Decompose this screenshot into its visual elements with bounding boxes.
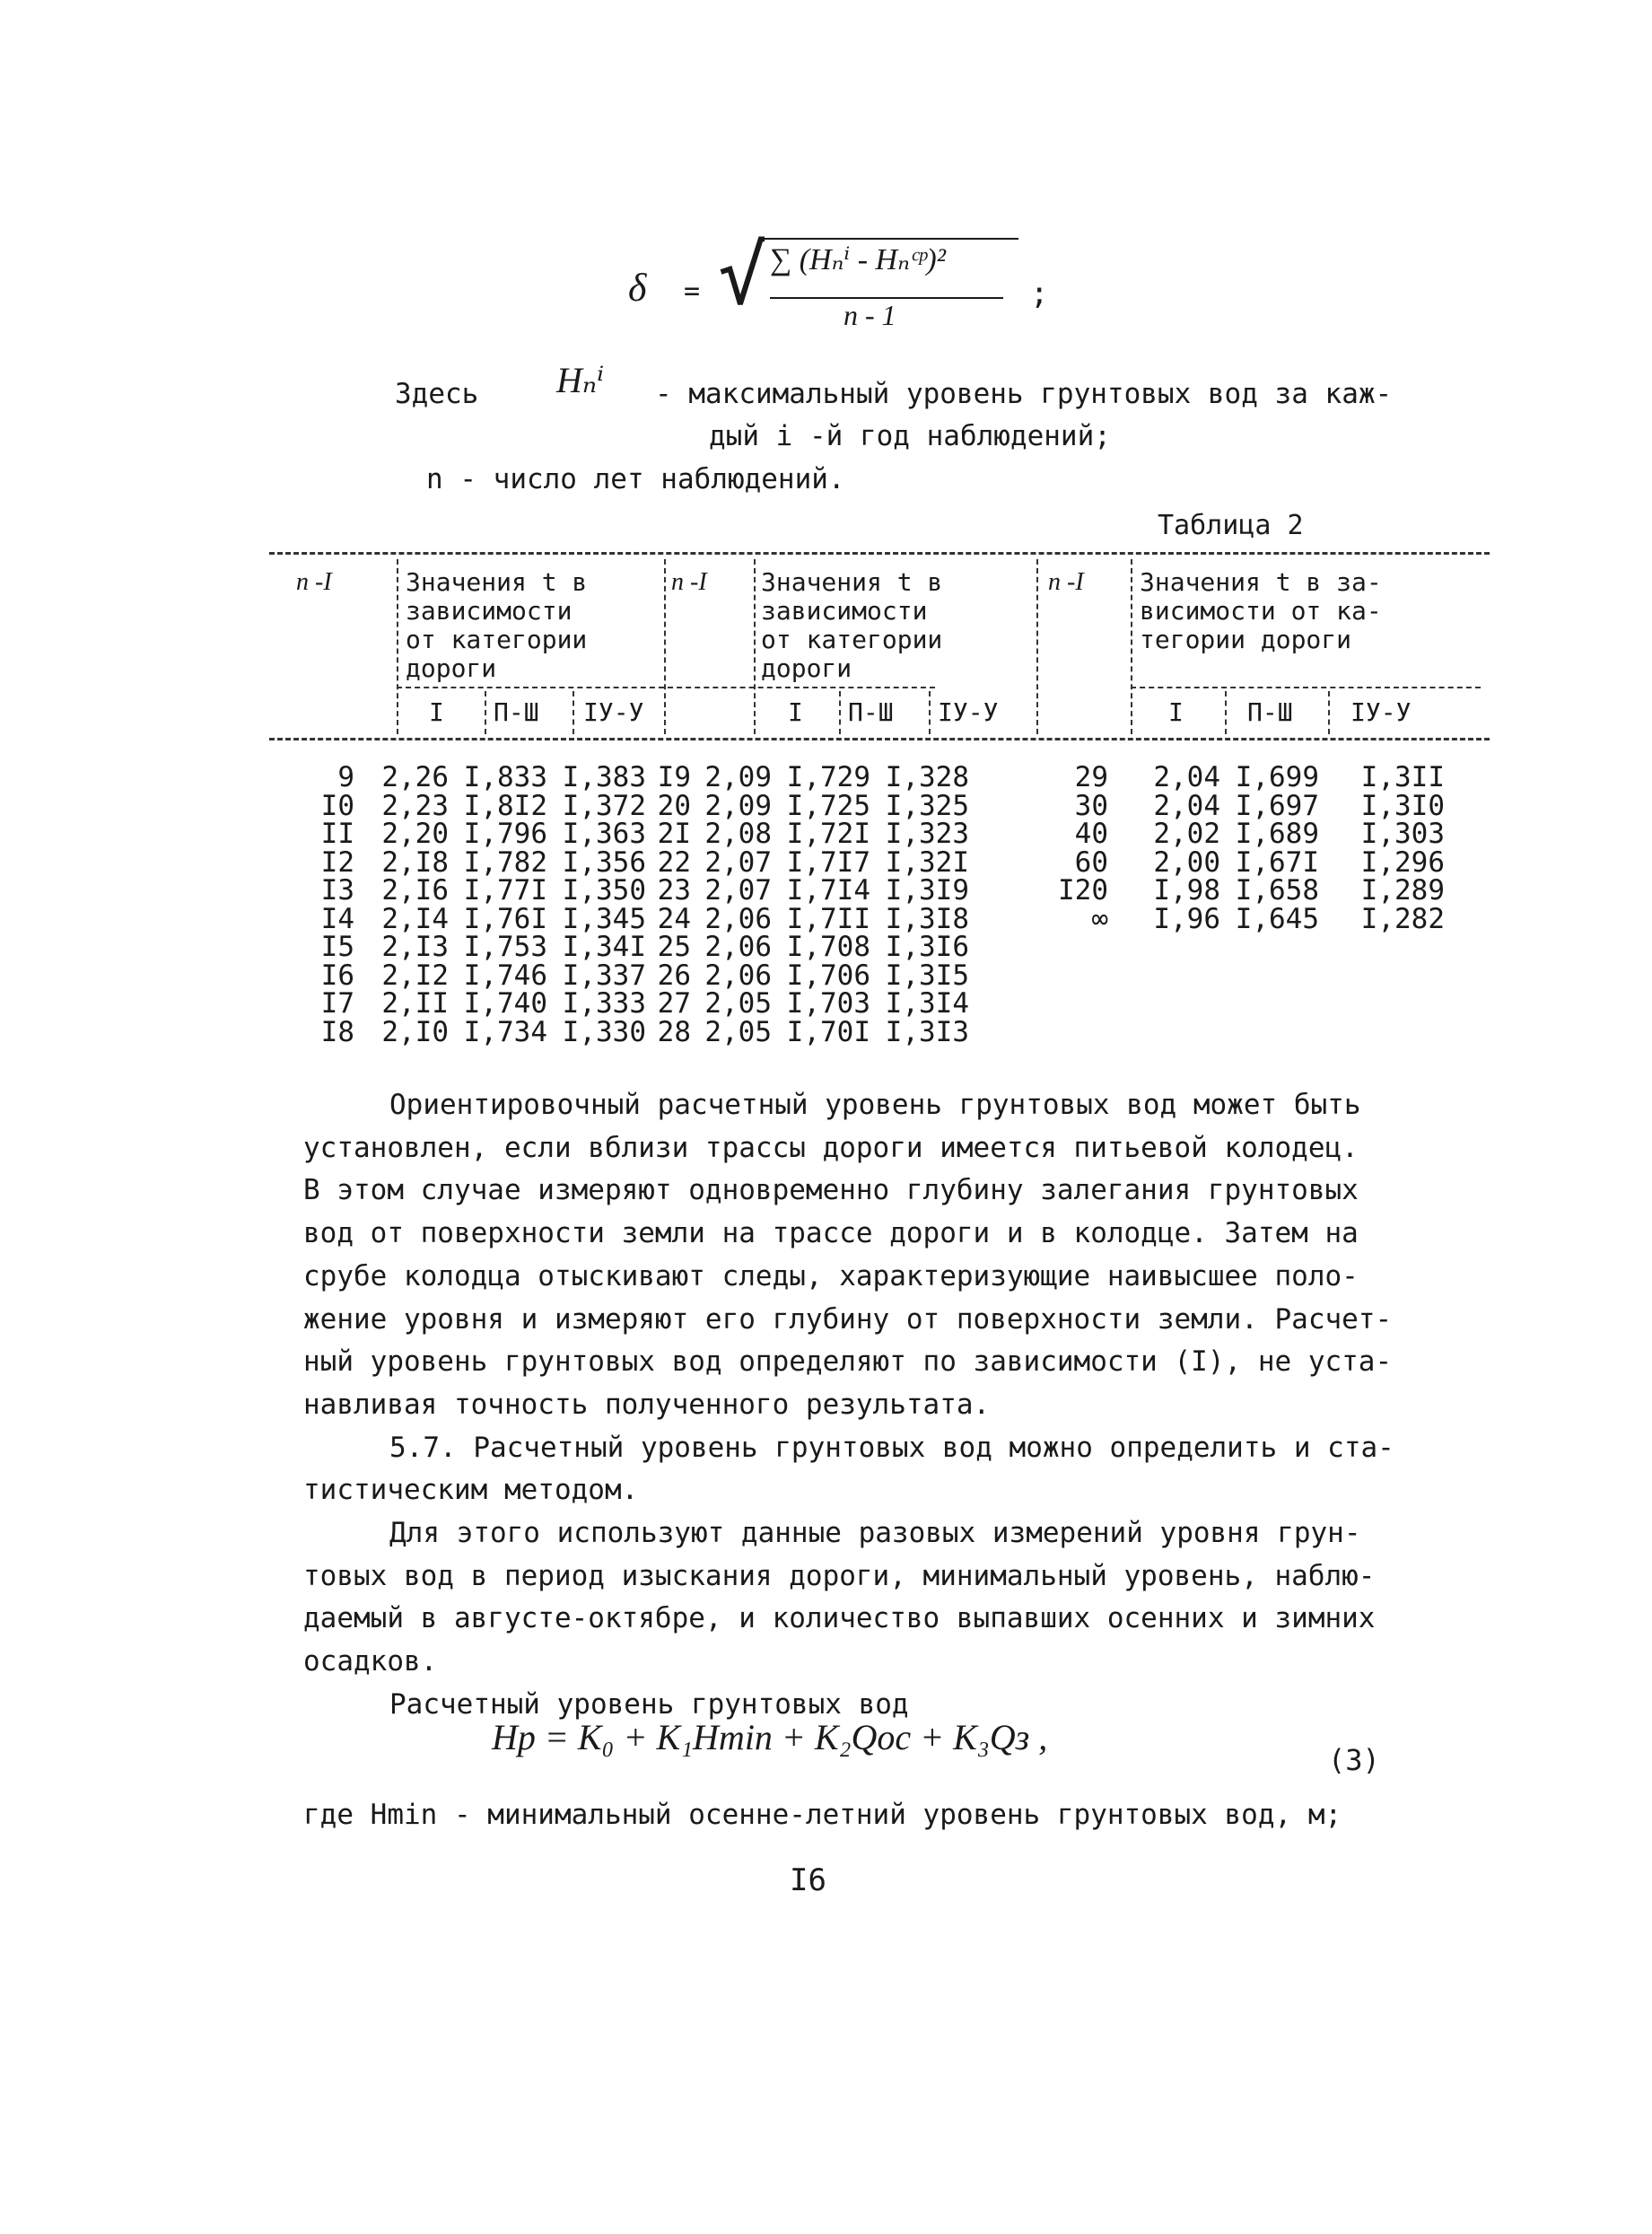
body-line: жение уровня и измеряют его глубину от поверхности земли. Расчет- — [303, 1302, 1393, 1336]
subheader-cat1-1: I — [429, 697, 444, 727]
b3-cat2-col: I,699 I,697 I,689 I,67I I,658 I,645 — [1235, 761, 1319, 935]
subheader-cat1-3: I — [1168, 697, 1184, 727]
table-vline — [1225, 691, 1227, 734]
b3-n-col: 29 30 40 60 I20 ∞ — [1058, 761, 1108, 935]
b2-cat3-col: I,328 I,325 I,323 I,32I I,3I9 I,3I8 I,3I6 I,3I5 I,3I4 I,3I3 — [885, 761, 969, 1048]
body-line: вод от поверхности земли на трассе дороги и в колодце. Затем на — [303, 1217, 1359, 1250]
body-line: товых вод в период изыскания дороги, минимальный уровень, наблю- — [303, 1559, 1376, 1592]
subheader-cat2-1: П-Ш — [494, 697, 539, 727]
table-top-rule — [269, 552, 1490, 555]
b1-cat1-col: 2,26 2,23 2,20 2,I8 2,I6 2,I4 2,I3 2,I2 2,II 2,I0 — [381, 761, 449, 1048]
body-line: ный уровень грунтовых вод определяют по зависимости (I), не уста- — [303, 1345, 1393, 1379]
body-line: даемый в августе-октябре, и количество выпавших осенних и зимних — [303, 1602, 1376, 1635]
formula-3: Hp = K₀ + K₁Hmin + K₂Qос + K₃Qз , — [492, 1717, 1048, 1757]
page-number: I6 — [790, 1862, 826, 1898]
table-vline — [485, 691, 486, 734]
b3-cat1-col: 2,04 2,04 2,02 2,00 I,98 I,96 — [1153, 761, 1220, 935]
table-vline — [1131, 559, 1132, 734]
sqrt-bar — [763, 238, 1018, 240]
where-line: где Hmin - минимальный осенне-летний уровень грунтовых вод, м; — [303, 1799, 1342, 1831]
subheader-cat3-1: IУ-У — [583, 697, 644, 727]
body-line: Ориентировочный расчетный уровень грунтовых вод может быть — [389, 1089, 1361, 1121]
body-line: установлен, если вблизи трассы дороги имеется питьевой колодец. — [303, 1131, 1359, 1164]
formula-denominator: n - 1 — [843, 299, 896, 331]
table-vline — [1036, 559, 1038, 734]
formula-sigma — [628, 229, 1059, 346]
formula-3-number: (3) — [1328, 1743, 1380, 1777]
table-vline — [839, 691, 841, 734]
subheader-rule-1 — [397, 687, 935, 688]
header-group-1: Значения t в зависимости от категории дороги — [406, 567, 588, 683]
body-line: тистическим методом. — [303, 1474, 639, 1507]
definition-here: Здесь — [395, 378, 479, 410]
formula-equals: = — [684, 276, 701, 307]
table-vline — [664, 559, 666, 734]
subheader-cat2-3: П-Ш — [1247, 697, 1293, 727]
table-vline — [1328, 691, 1330, 734]
b1-cat2-col: I,833 I,8I2 I,796 I,782 I,77I I,76I I,753 I,746 I,740 I,734 — [463, 761, 547, 1048]
formula-numerator: ∑ (Hₙⁱ - Hₙᶜᵖ)² — [770, 243, 946, 276]
header-n-2: n -I — [671, 568, 707, 596]
header-n-3: n -I — [1048, 568, 1084, 596]
t-values-table — [269, 552, 1490, 1055]
header-group-2: Значения t в зависимости от категории дороги — [761, 567, 943, 683]
b1-cat3-col: I,383 I,372 I,363 I,356 I,350 I,345 I,34I I,337 I,333 I,330 — [562, 761, 646, 1048]
table-vline — [573, 691, 574, 734]
body-line: Расчетный уровень грунтовых вод — [389, 1687, 909, 1721]
body-line: осадков. — [303, 1645, 438, 1678]
subheader-cat2-2: П-Ш — [848, 697, 894, 727]
b3-cat3-col: I,3II I,3I0 I,303 I,296 I,289 I,282 — [1360, 761, 1445, 935]
body-text — [303, 1084, 1488, 1727]
header-group-3: Значения t в за- висимости от ка- тегории дороги — [1140, 567, 1382, 654]
table-header-rule — [269, 738, 1490, 740]
table-vline — [929, 691, 931, 734]
body-line: 5.7. Расчетный уровень грунтовых вод можно определить и ста- — [389, 1431, 1394, 1464]
subheader-rule-3 — [1131, 687, 1481, 688]
definition-hn-text-cont: дый i -й год наблюдений; — [709, 420, 1111, 452]
b2-n-col: I9 20 2I 22 23 24 25 26 27 28 — [657, 761, 691, 1048]
b1-n-col: 9 I0 II I2 I3 I4 I5 I6 I7 I8 — [320, 761, 354, 1048]
b2-cat1-col: 2,09 2,09 2,08 2,07 2,07 2,06 2,06 2,06 2,05 2,05 — [704, 761, 772, 1048]
table-caption: Таблица 2 — [1158, 510, 1304, 541]
definition-hn-text: - максимальный уровень грунтовых вод за каж- — [655, 378, 1393, 410]
definition-hn-symbol: Hₙⁱ — [556, 360, 605, 400]
definition-n: n - число лет наблюдений. — [426, 463, 845, 495]
table-vline — [754, 559, 756, 734]
header-n-1: n -I — [296, 568, 332, 596]
body-line: навливая точность полученного результата. — [303, 1388, 991, 1421]
formula-lhs: δ — [628, 266, 647, 310]
body-line: Для этого используют данные разовых измерений уровня грун- — [389, 1517, 1361, 1550]
b2-cat2-col: I,729 I,725 I,72I I,7I7 I,7I4 I,7II I,708 I,706 I,703 I,70I — [786, 761, 870, 1048]
body-line: В этом случае измеряют одновременно глубину залегания грунтовых — [303, 1174, 1359, 1207]
subheader-cat3-3: IУ-У — [1350, 697, 1412, 727]
subheader-cat3-2: IУ-У — [938, 697, 999, 727]
body-line: срубе колодца отыскивают следы, характеризующие наивысшее поло- — [303, 1259, 1359, 1292]
formula-end: ; — [1030, 276, 1049, 311]
table-vline — [397, 559, 398, 734]
subheader-cat1-2: I — [788, 697, 803, 727]
sqrt-icon: √ — [718, 229, 767, 323]
